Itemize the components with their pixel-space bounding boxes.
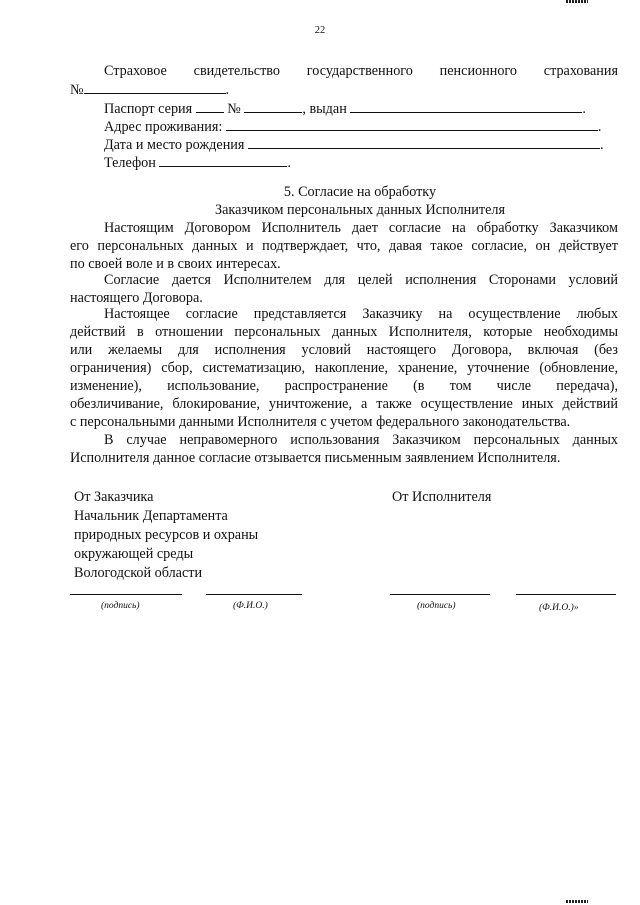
paragraph-purpose: Согласие дается Исполнителем для целей исполнения Сторонами условий настоящего Договора. — [70, 272, 618, 306]
insurance-number-field[interactable] — [84, 80, 226, 94]
phone-row: Телефон . — [104, 155, 291, 171]
birth-row: Дата и место рождения . — [104, 137, 604, 153]
customer-title-line: природных ресурсов и охраны — [74, 527, 259, 543]
customer-title-line: Вологодской области — [74, 565, 203, 581]
section-title-line2: Заказчиком персональных данных Исполнителя — [215, 202, 505, 218]
insurance-certificate-label: Страховое свидетельство государственного пенсионного страхования — [104, 63, 618, 79]
paragraph-scope: Настоящее согласие представляется Заказчику на осуществление любых действий в отношении персональных данных Исполнителя, которые необходимы или желаемы для исполнения условий настоящего Договора, включая (без ограничения) сбор, систематизацию, накопление, хранение, уточнение (обновление, изменение), использование, распространение (в том числе передача), обезличивание, блокирование, уничтожение, а также осуществление иных действий с персональными данными Исполнителя с учетом федерального законодательства. — [70, 306, 618, 430]
customer-name-line[interactable] — [206, 594, 302, 595]
customer-signature-caption: (подпись) — [101, 601, 140, 611]
customer-title-line: окружающей среды — [74, 546, 194, 562]
scan-mark-bottom — [566, 900, 588, 903]
customer-signature-line[interactable] — [70, 594, 182, 595]
address-row: Адрес проживания: . — [104, 119, 602, 135]
paragraph-revocation: В случае неправомерного использования Заказчиком персональных данных Исполнителя данное согласие отзывается письменным заявлением Исполнителя. — [70, 432, 618, 466]
section-title-line1: 5. Согласие на обработку — [283, 184, 437, 200]
paragraph-consent: Настоящим Договором Исполнитель дает согласие на обработку Заказчиком его персональных данных и подтверждает, что, давая такое согласие, он действует по своей воле и в своих интересах. — [70, 220, 618, 272]
birth-field[interactable] — [248, 135, 600, 149]
passport-number-field[interactable] — [244, 99, 302, 113]
passport-row: Паспорт серия № , выдан . — [104, 101, 586, 117]
page-number: 22 — [314, 25, 326, 36]
contractor-signature-line[interactable] — [390, 594, 490, 595]
address-field[interactable] — [226, 117, 598, 131]
contractor-heading: От Исполнителя — [392, 489, 492, 505]
customer-title-line: Начальник Департамента — [74, 508, 228, 524]
passport-series-field[interactable] — [196, 99, 224, 113]
customer-heading: От Заказчика — [74, 489, 154, 505]
passport-issued-field[interactable] — [350, 99, 582, 113]
contractor-signature-caption: (подпись) — [417, 601, 456, 611]
phone-field[interactable] — [159, 153, 287, 167]
contractor-name-caption: (Ф.И.О.)» — [539, 603, 579, 613]
insurance-number-row: № . — [70, 82, 230, 98]
customer-name-caption: (Ф.И.О.) — [233, 601, 268, 611]
scan-mark-top — [566, 0, 588, 3]
contractor-name-line[interactable] — [516, 594, 616, 595]
customer-signature-block — [74, 488, 258, 583]
